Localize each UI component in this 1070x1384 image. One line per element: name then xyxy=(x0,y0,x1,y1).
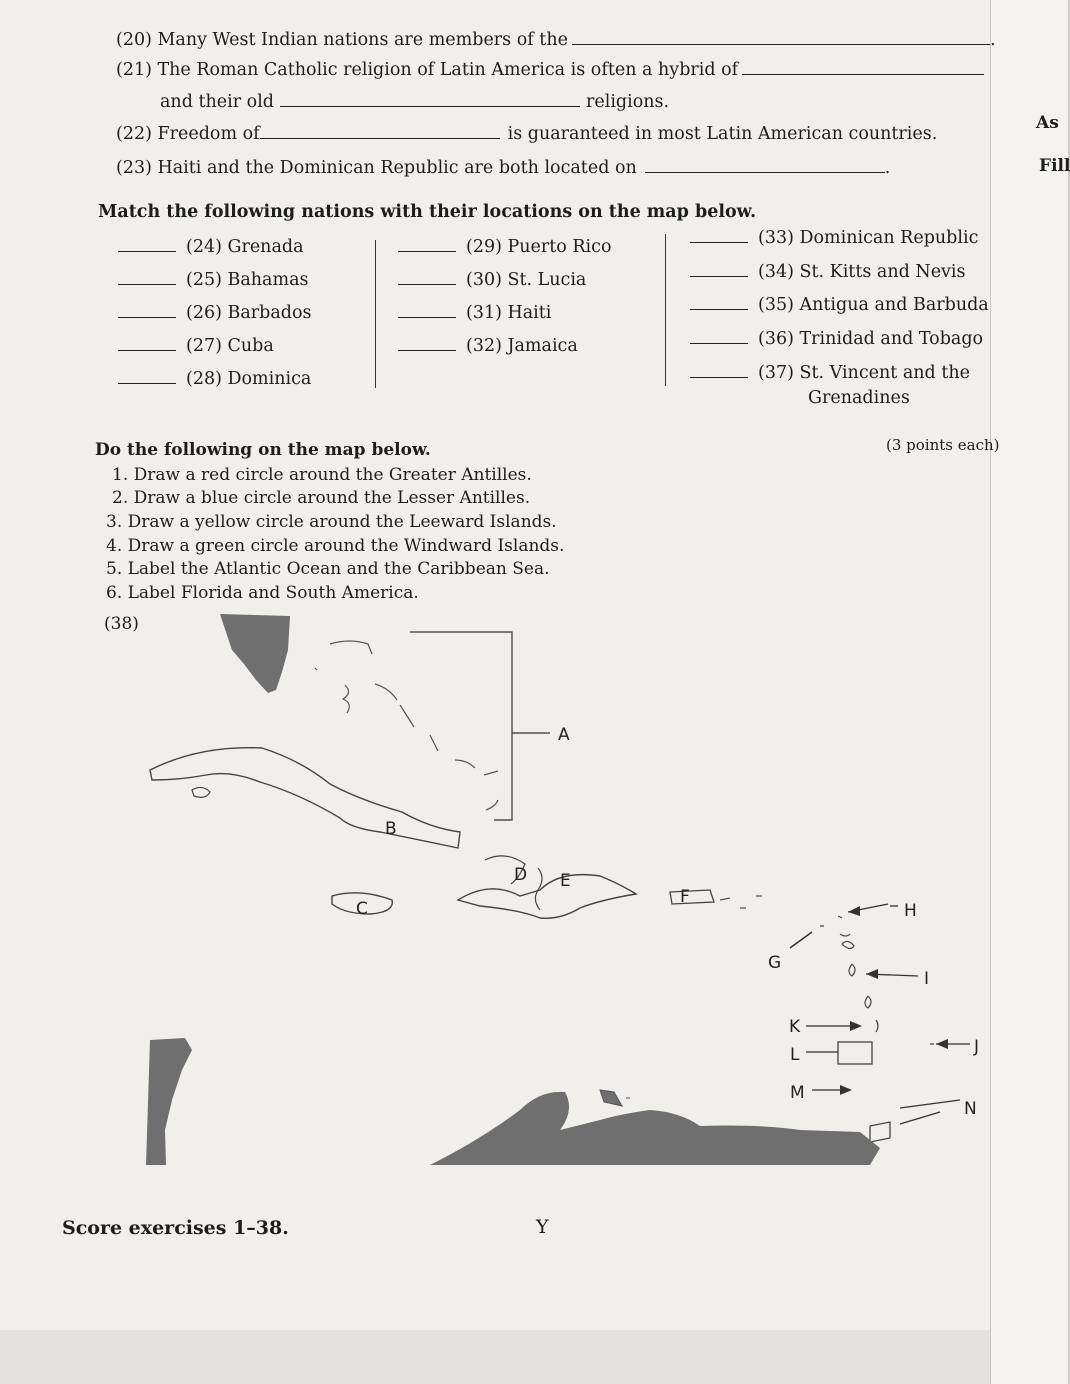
question-20: (20) Many West Indian nations are members of the . xyxy=(116,30,996,50)
bahamas-islands xyxy=(315,641,372,670)
question-23-text: (23) Haiti and the Dominican Republic are both located on xyxy=(116,158,637,178)
score-note: Score exercises 1–38. xyxy=(62,1217,289,1239)
instruction-2: 2. Draw a blue circle around the Lesser Antilles. xyxy=(112,488,531,508)
map-label-B: B xyxy=(385,819,397,839)
question-20-text: (20) Many West Indian nations are members of the xyxy=(116,30,568,50)
bahamas-islands xyxy=(343,684,498,810)
arrow-M xyxy=(840,1085,852,1095)
match-item-37-continued: Grenadines xyxy=(808,388,910,408)
map-label-F: F xyxy=(680,887,690,907)
arrow-I xyxy=(866,969,878,979)
dominica-outline xyxy=(849,964,855,976)
south-america-landmass xyxy=(430,1092,880,1165)
match-label-29: (29) Puerto Rico xyxy=(466,237,612,257)
puerto-rico-outline xyxy=(670,890,714,904)
abc-islands xyxy=(600,1090,630,1106)
question-21-continued-end: religions. xyxy=(586,92,670,112)
map-label-D: D xyxy=(514,865,528,885)
match-label-33: (33) Dominican Republic xyxy=(758,228,979,248)
grenadines-box xyxy=(838,1042,872,1064)
central-america-landmass xyxy=(146,1038,192,1165)
instruction-5: 5. Label the Atlantic Ocean and the Caribbean Sea. xyxy=(106,559,550,579)
pointer-N xyxy=(900,1100,960,1108)
instructions-heading: Do the following on the map below. xyxy=(95,440,431,460)
matching-heading: Match the following nations with their locations on the map below. xyxy=(98,202,757,222)
match-label-27: (27) Cuba xyxy=(186,336,274,356)
question-21-continued-start: and their old xyxy=(160,92,274,112)
instruction-6: 6. Label Florida and South America. xyxy=(106,583,419,603)
match-label-35: (35) Antigua and Barbuda xyxy=(758,295,989,315)
pointer-N xyxy=(900,1112,940,1124)
arrow-K xyxy=(850,1021,862,1031)
map-label-H: H xyxy=(904,901,917,921)
match-label-36: (36) Trinidad and Tobago xyxy=(758,329,984,349)
match-label-32: (32) Jamaica xyxy=(466,336,578,356)
map-label-E: E xyxy=(560,871,571,891)
map-label-M: M xyxy=(790,1083,805,1103)
arrow-J xyxy=(936,1039,948,1049)
hispaniola-outline xyxy=(458,875,636,919)
question-22-end: is guaranteed in most Latin American countries. xyxy=(507,124,938,144)
pointer-G xyxy=(790,932,812,948)
map-label-I: I xyxy=(924,969,930,989)
map-label-J: J xyxy=(974,1037,980,1057)
adjacent-page-text-2: Fill xyxy=(1039,156,1070,176)
match-label-37: (37) St. Vincent and the xyxy=(758,363,970,383)
map-label-N: N xyxy=(964,1099,977,1119)
instruction-4: 4. Draw a green circle around the Windward Islands. xyxy=(106,536,565,556)
map-label-C: C xyxy=(356,899,368,919)
leeward-islands xyxy=(820,916,850,936)
match-label-30: (30) St. Lucia xyxy=(466,270,587,290)
trinidad-outline xyxy=(870,1122,890,1142)
virgin-islands xyxy=(720,896,762,908)
bahamas-box xyxy=(410,632,512,820)
martinique-outline xyxy=(865,996,871,1008)
florida-landmass xyxy=(220,614,290,693)
map-label-L: L xyxy=(790,1045,800,1065)
question-22-start: (22) Freedom of xyxy=(116,124,260,144)
question-21-text: (21) The Roman Catholic religion of Latin America is often a hybrid of xyxy=(116,60,739,80)
page-mark: Y xyxy=(536,1216,549,1238)
map-question-number: (38) xyxy=(104,614,139,634)
guadeloupe-outline xyxy=(842,941,854,948)
match-label-24: (24) Grenada xyxy=(186,237,304,257)
adjacent-page-text-1: As xyxy=(1036,113,1059,133)
instruction-3: 3. Draw a yellow circle around the Leeward Islands. xyxy=(106,512,557,532)
match-label-31: (31) Haiti xyxy=(466,303,552,323)
cuba-outline xyxy=(150,748,460,848)
st-lucia-outline xyxy=(876,1020,878,1032)
map-label-G: G xyxy=(768,953,782,973)
match-label-26: (26) Barbados xyxy=(186,303,312,323)
instruction-1: 1. Draw a red circle around the Greater Antilles. xyxy=(112,465,532,485)
match-label-25: (25) Bahamas xyxy=(186,270,309,290)
map-label-K: K xyxy=(789,1017,801,1037)
question-23: (23) Haiti and the Dominican Republic are both located on . xyxy=(116,158,891,178)
isle-of-youth xyxy=(192,787,210,797)
map-label-A: A xyxy=(558,725,570,745)
match-label-28: (28) Dominica xyxy=(186,369,312,389)
points-note: (3 points each) xyxy=(886,436,1000,454)
match-label-34: (34) St. Kitts and Nevis xyxy=(758,262,966,282)
